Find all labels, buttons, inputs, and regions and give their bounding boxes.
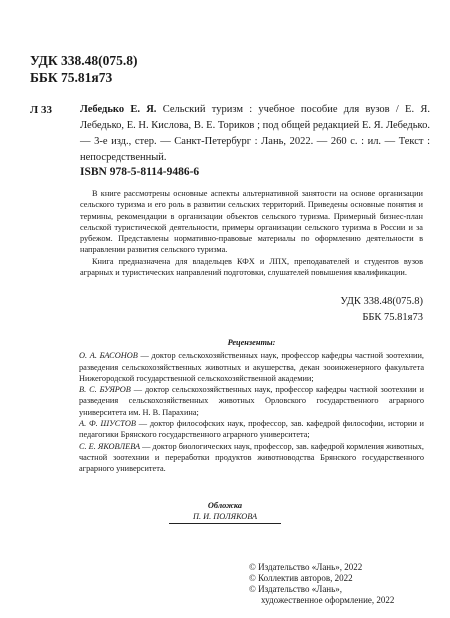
reviewer-details: — доктор биологических наук, профессор, зав. кафедрой кормления животных, частной зоотехнии и переработки продуктов животноводства Брянского государственного аграрного университета. [79, 441, 424, 474]
reviewers-heading: Рецензенты: [227, 338, 276, 347]
reviewer-details: — доктор философских наук, профессор, зав. кафедрой философии, истории и педагогики Брянского государственного аграрного университета; [79, 419, 424, 440]
copyright-line: © Издательство «Лань», 2022 [249, 562, 363, 572]
reviewer-item [79, 350, 424, 384]
reviewer-item [79, 418, 424, 441]
copyright-line: художественное оформление, 2022 [261, 595, 395, 605]
book-description: Сельский туризм : учебное пособие для вузов / Е. Я. Лебедько, Е. Н. Кислова, В. Е. Ториков ; под общей редакцией Е. Я. Лебедько. — 3-е изд., стер. — Санкт-Петербург : Лань, 2022. — 260 с. : ил. — Текст : непосредственный. [80, 104, 430, 163]
annotation-paragraph-1: В книге рассмотрены основные аспекты альтернативной занятости на основе организации сельского туризма и его роль в развитии сельских территорий. Приведены основные понятия и термины, рекомендации в организации объектов сельского туризма. Примерный бизнес-план сельской туристической деятельности, примеры организации сельского туризма в России и за рубежом. Представлены нормативно-правовые материалы по оформлению деятельности в направлении развития сельского туризма. [80, 189, 423, 255]
annotation [80, 188, 423, 278]
reviewer-item [79, 441, 424, 475]
bibliographic-description [80, 102, 430, 166]
udk-bbk-header [30, 52, 138, 86]
bibliographic-record [30, 102, 430, 166]
udk-bbk-footer [340, 294, 423, 326]
author-name: Лебедько Е. Я. [80, 104, 157, 115]
reviewer-item [79, 384, 424, 418]
annotation-paragraph-2: Книга предназначена для владельцев КФХ и ЛПХ, преподавателей и студентов вузов аграрных и туристических направлений подготовки, слушателей повышения квалификации. [80, 256, 423, 278]
author-mark: Л 33 [30, 104, 52, 116]
cover-label: Обложка [207, 501, 243, 510]
bbk-code: ББК 75.81я73 [30, 70, 113, 85]
udk-code-bottom: УДК 338.48(075.8) [340, 296, 423, 307]
copyright-line: © Издательство «Лань», [249, 584, 342, 594]
udk-code: УДК 338.48(075.8) [30, 53, 138, 68]
reviewer-name: В. С. БУЯРОВ [79, 385, 131, 395]
cover-credit [0, 500, 450, 524]
reviewer-name: С. Е. ЯКОВЛЕВА [79, 441, 141, 451]
divider [169, 523, 281, 524]
copyright-block [249, 562, 394, 606]
reviewer-name: А. Ф. ШУСТОВ [79, 419, 136, 429]
reviewer-details: — доктор сельскохозяйственных наук, профессор кафедры частной зоотехнии, разведения сельскохозяйственных животных и акушерства, декан зооинженерного факультета Нижегородской государственной сельскохозяйственной академии; [79, 351, 424, 383]
reviewer-name: О. А. БАСОНОВ [79, 351, 138, 361]
copyright-line: © Коллектив авторов, 2022 [249, 573, 353, 583]
reviewers-section [79, 337, 424, 475]
reviewer-details: — доктор сельскохозяйственных наук, профессор кафедры частной зоотехнии и разведения сельскохозяйственных животных Орловского государственного аграрного университета им. Н. В. Парахина; [79, 385, 424, 417]
cover-designer: П. И. ПОЛЯКОВА [192, 512, 258, 521]
bbk-code-bottom: ББК 75.81я73 [362, 312, 423, 323]
isbn: ISBN 978-5-8114-9486-6 [80, 166, 200, 178]
